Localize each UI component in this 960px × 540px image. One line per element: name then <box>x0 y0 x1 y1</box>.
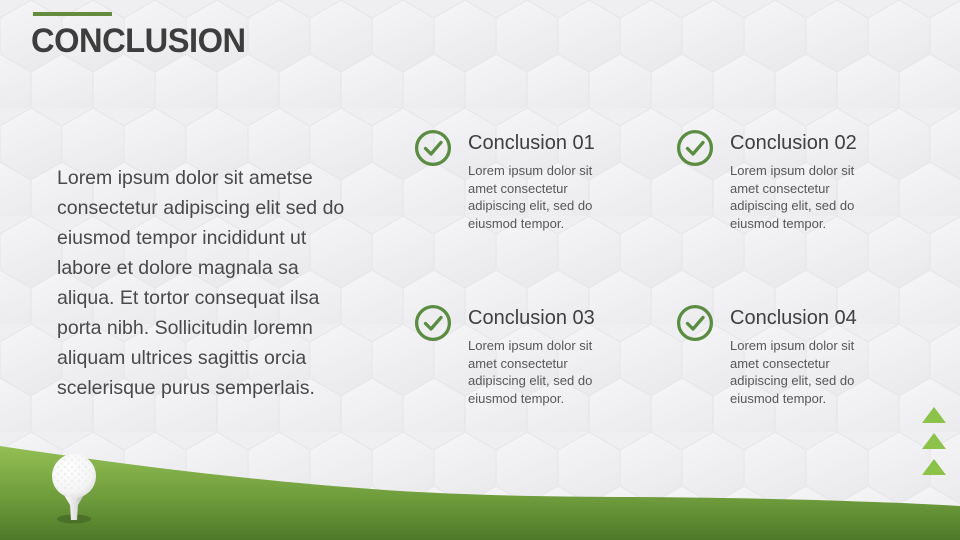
conclusion-body: Lorem ipsum dolor sit amet consectetur adipiscing elit, sed do eiusmod tempor. <box>468 163 593 231</box>
check-circle-icon <box>414 129 452 167</box>
conclusion-title: Conclusion 01 <box>468 132 595 154</box>
slide-title: CONCLUSION <box>31 22 246 60</box>
check-circle-icon <box>676 304 714 342</box>
conclusion-title: Conclusion 04 <box>730 307 857 329</box>
conclusion-title: Conclusion 03 <box>468 307 595 329</box>
conclusion-body: Lorem ipsum dolor sit amet consectetur adipiscing elit, sed do eiusmod tempor. <box>468 338 593 406</box>
check-circle-icon <box>676 129 714 167</box>
conclusion-title: Conclusion 02 <box>730 132 857 154</box>
conclusion-body: Lorem ipsum dolor sit amet consectetur adipiscing elit, sed do eiusmod tempor. <box>730 338 855 406</box>
triangle-decoration-stack <box>922 407 946 485</box>
conclusion-item-2 <box>676 129 906 232</box>
conclusion-body: Lorem ipsum dolor sit amet consectetur adipiscing elit, sed do eiusmod tempor. <box>730 163 855 231</box>
conclusion-item-1 <box>414 129 644 232</box>
intro-paragraph: Lorem ipsum dolor sit ametse consectetur adipiscing elit sed do eiusmod tempor incididunt ut labore et dolore magnala sa aliqua. Et tortor consequat ilsa porta nibh. Sollicitudin loremn aliquam ultrices sagittis orcia scelerisque purus semperlais. <box>57 167 345 399</box>
conclusion-item-3 <box>414 304 644 407</box>
up-triangle-icon <box>922 459 946 475</box>
check-circle-icon <box>414 304 452 342</box>
up-triangle-icon <box>922 433 946 449</box>
title-accent-rule <box>33 12 112 16</box>
up-triangle-icon <box>922 407 946 423</box>
conclusion-item-4 <box>676 304 906 407</box>
